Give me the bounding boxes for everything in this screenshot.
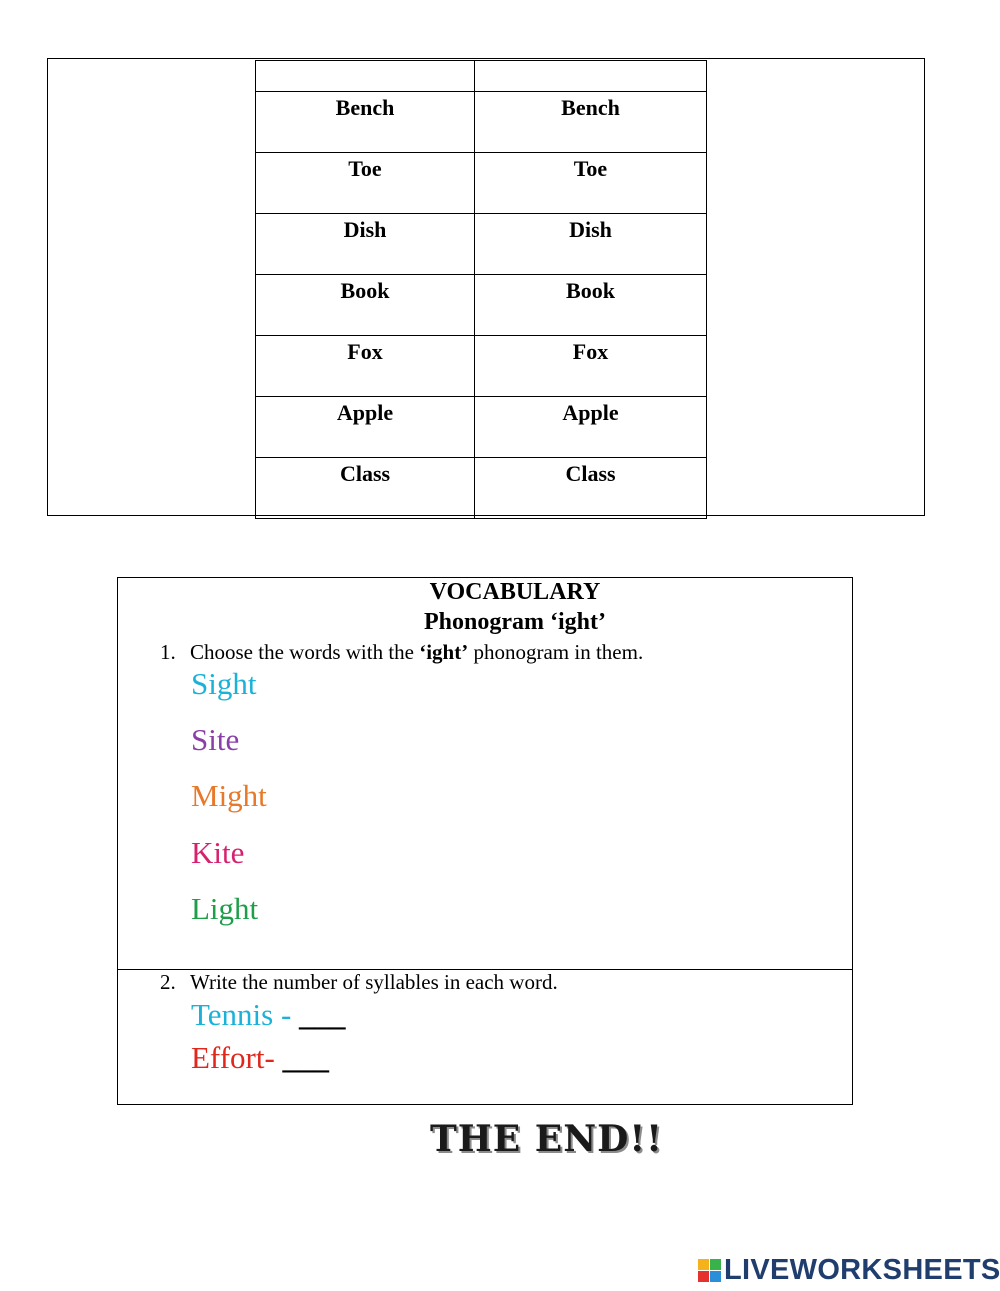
word-text: Fox <box>572 339 609 364</box>
word-cell[interactable] <box>256 458 475 519</box>
table-row <box>256 214 707 275</box>
word-text: Toe <box>573 156 608 181</box>
question-text: Choose the words with the <box>190 640 420 664</box>
word-cell[interactable] <box>475 92 707 153</box>
word-text: Book <box>566 278 615 303</box>
logo-square <box>710 1271 721 1282</box>
logo-square <box>698 1271 709 1282</box>
word-text: Apple <box>562 400 619 425</box>
word-text: Class <box>339 461 391 486</box>
word-text: Bench <box>335 95 395 120</box>
question-1 <box>160 640 643 665</box>
question-2 <box>160 970 558 995</box>
word-text: Fox <box>347 339 383 364</box>
word-cell[interactable] <box>475 275 707 336</box>
syllable-answer-blank[interactable]: ___ <box>282 1040 330 1075</box>
phonogram-subtitle: Phonogram ‘ight’ <box>424 609 606 635</box>
question-number: 2. <box>160 970 176 994</box>
liveworksheets-logo <box>698 1253 1000 1287</box>
syllable-item-tennis <box>191 999 346 1030</box>
table-row <box>256 92 707 153</box>
logo-text: LIVEWORKSHEETS <box>724 1253 1000 1286</box>
word-text: Bench <box>561 95 620 120</box>
table-header-cell <box>475 61 707 92</box>
word-cell[interactable] <box>475 214 707 275</box>
table-row <box>256 336 707 397</box>
word-option-site[interactable]: Site <box>191 722 240 757</box>
word-table <box>255 60 707 519</box>
word-text: Class <box>565 461 616 486</box>
word-text: Apple <box>336 400 394 425</box>
table-row <box>256 153 707 214</box>
question-text: Write the number of syllables in each word. <box>190 970 558 994</box>
word-text: Book <box>340 278 390 303</box>
word-option-sight[interactable]: Sight <box>191 666 257 701</box>
word-text: Toe <box>348 156 382 181</box>
word-cell[interactable] <box>475 336 707 397</box>
table-row <box>256 275 707 336</box>
word-text: Dish <box>343 217 387 242</box>
syllable-word: Tennis - <box>191 997 300 1032</box>
logo-square <box>710 1259 721 1270</box>
vocabulary-title: VOCABULARY <box>429 579 601 605</box>
word-cell[interactable] <box>256 336 475 397</box>
word-cell[interactable] <box>256 92 475 153</box>
logo-icon <box>698 1259 721 1282</box>
table-row <box>256 458 707 519</box>
table-header-cell <box>256 61 475 92</box>
word-option-might[interactable]: Might <box>191 778 267 813</box>
question-text-end: phonogram in them. <box>468 640 644 664</box>
word-text: Dish <box>569 217 612 242</box>
word-cell[interactable] <box>256 153 475 214</box>
syllable-item-effort <box>191 1042 329 1073</box>
word-cell[interactable] <box>475 153 707 214</box>
syllable-word: Effort- <box>191 1040 283 1075</box>
word-option-kite[interactable]: Kite <box>191 835 245 870</box>
the-end-heading: THE END!! <box>430 1118 663 1160</box>
word-option-light[interactable]: Light <box>191 891 259 926</box>
question-keyword: ‘ight’ <box>419 640 469 664</box>
table-header-row <box>256 61 707 92</box>
word-cell[interactable] <box>475 458 707 519</box>
table-row <box>256 397 707 458</box>
syllable-answer-blank[interactable]: ___ <box>299 997 346 1032</box>
question-number: 1. <box>160 640 176 664</box>
logo-square <box>698 1259 709 1270</box>
word-cell[interactable] <box>475 397 707 458</box>
word-cell[interactable] <box>256 214 475 275</box>
word-cell[interactable] <box>256 397 475 458</box>
word-cell[interactable] <box>256 275 475 336</box>
